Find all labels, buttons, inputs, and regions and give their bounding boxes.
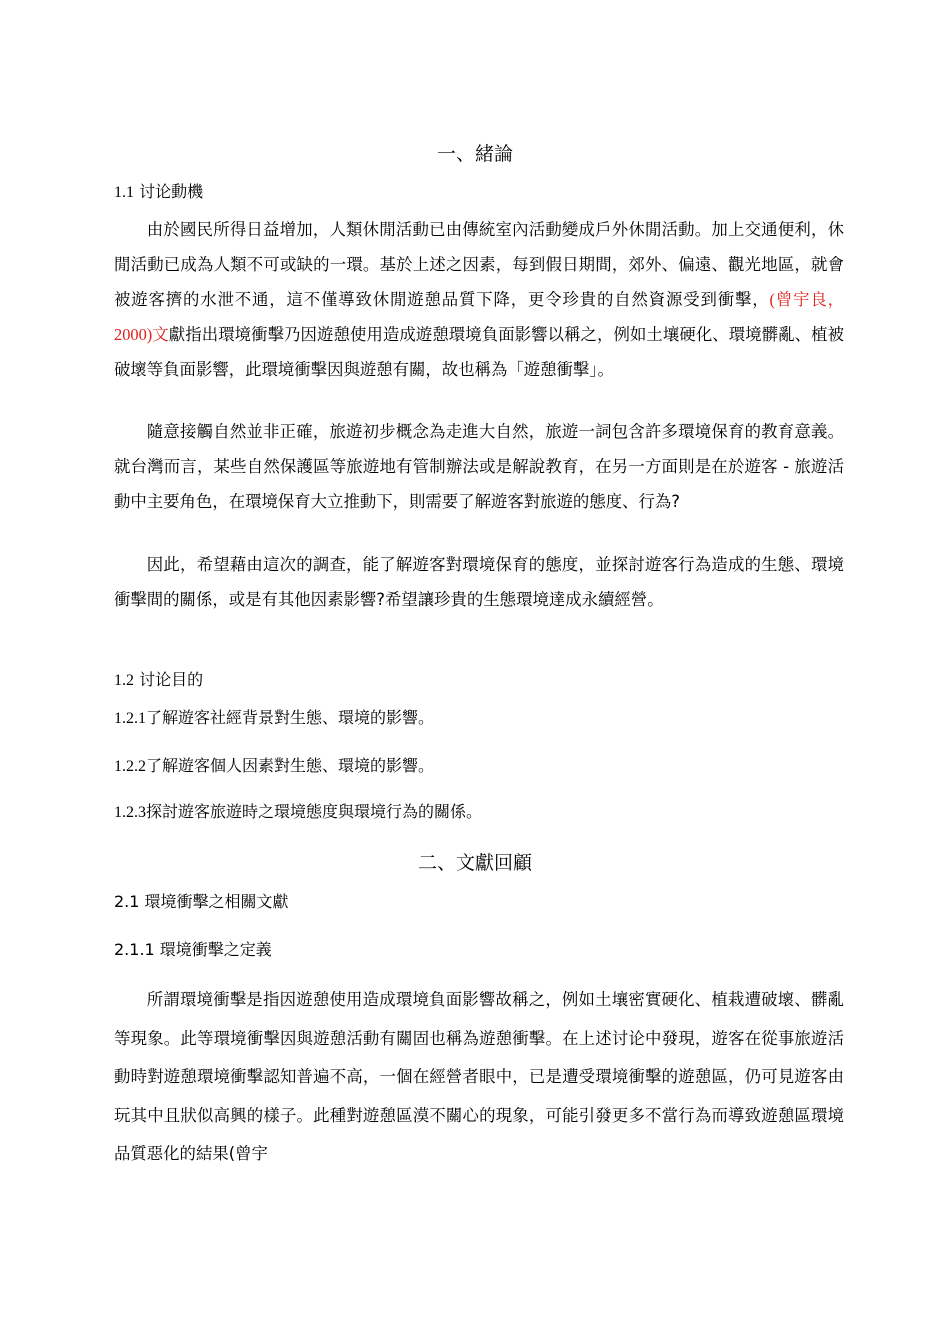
heading-1-2-1-title: 了解遊客社經背景對生態、環境的影響。 [146, 708, 435, 727]
heading-1-2-1-number: 1.2.1 [114, 710, 146, 727]
heading-1-2-2 [114, 754, 434, 779]
heading-1-2-1 [114, 706, 434, 731]
heading-1-2-3-number: 1.2.3 [114, 804, 146, 821]
heading-1-2-2-title: 了解遊客個人因素對生態、環境的影響。 [146, 756, 435, 775]
heading-2-1: 2.1 環境衝擊之相關文獻 [114, 892, 289, 911]
heading-1-2-title: 讨论目的 [139, 670, 204, 689]
heading-1-2-number: 1.2 [114, 672, 134, 689]
heading-1-1-number: 1.1 [114, 184, 134, 201]
paragraph-1-1-a-pre: 由於國民所得日益增加，人類休閒活動已由傳統室內活動變成戶外休閒活動。加上交通便利，休閒活動已成為人類不可或缺的一環。基於上述之因素，每到假日期間，郊外、偏遠、觀光地區，就會被遊客擠的水泄不通，這不僅導致休閒遊憩品質下降，更令珍貴的自然資源受到衝擊， [114, 220, 844, 309]
heading-1-2 [114, 668, 203, 693]
paragraph-1-1-a [114, 212, 844, 387]
section-1-title: 一、緒論 [436, 143, 513, 165]
paragraph-1-1-c: 因此，希望藉由這次的調查，能了解遊客對環境保育的態度，並探討遊客行為造成的生態、環境衝擊間的關係，或是有其他因素影響?希望讓珍貴的生態環境達成永續經營。 [114, 555, 844, 609]
paragraph-2-1-1: 所謂環境衝擊是指因遊憩使用造成環境負面影響故稱之，例如土壤密實硬化、植栽遭破壞、髒亂等現象。此等環境衝擊因與遊憩活動有關固也稱為遊憩衝擊。在上述讨论中發現，遊客在從事旅遊活動時對遊憩環境衝擊認知普遍不高，一個在經營者眼中，已是遭受環境衝擊的遊憩區，仍可見遊客由玩其中且狀似高興的樣子。此種對遊憩區漠不關心的現象，可能引發更多不當行為而導致遊憩區環境品質惡化的結果(曾宇 [114, 990, 844, 1163]
citation: (曾宇良，2000)文 [114, 290, 844, 344]
heading-1-1 [114, 180, 203, 205]
paragraph-1-1-b: 隨意接觸自然並非正確，旅遊初步概念為走進大自然，旅遊一詞包含許多環境保育的教育意義。就台灣而言，某些自然保護區等旅遊地有管制辦法或是解說教育，在另一方面則是在於遊客 - 旅遊活動中主要角色，在環境保育大立推動下，則需要了解遊客對旅遊的態度、行為? [114, 422, 844, 511]
heading-1-2-3 [114, 800, 482, 825]
heading-1-1-title: 讨论動機 [139, 182, 204, 201]
heading-2-1-1: 2.1.1 環境衝擊之定義 [114, 940, 272, 959]
heading-1-2-2-number: 1.2.2 [114, 758, 146, 775]
section-2-title: 二、文獻回顧 [417, 852, 532, 874]
heading-1-2-3-title: 探討遊客旅遊時之環境態度與環境行為的關係。 [146, 802, 483, 821]
paragraph-1-1-a-post: 獻指出環境衝擊乃因遊憩使用造成遊憩環境負面影響以稱之，例如土壤硬化、環境髒亂、植被破壞等負面影響，此環境衝擊因與遊憩有關，故也稱為「遊憩衝擊」。 [114, 325, 844, 379]
